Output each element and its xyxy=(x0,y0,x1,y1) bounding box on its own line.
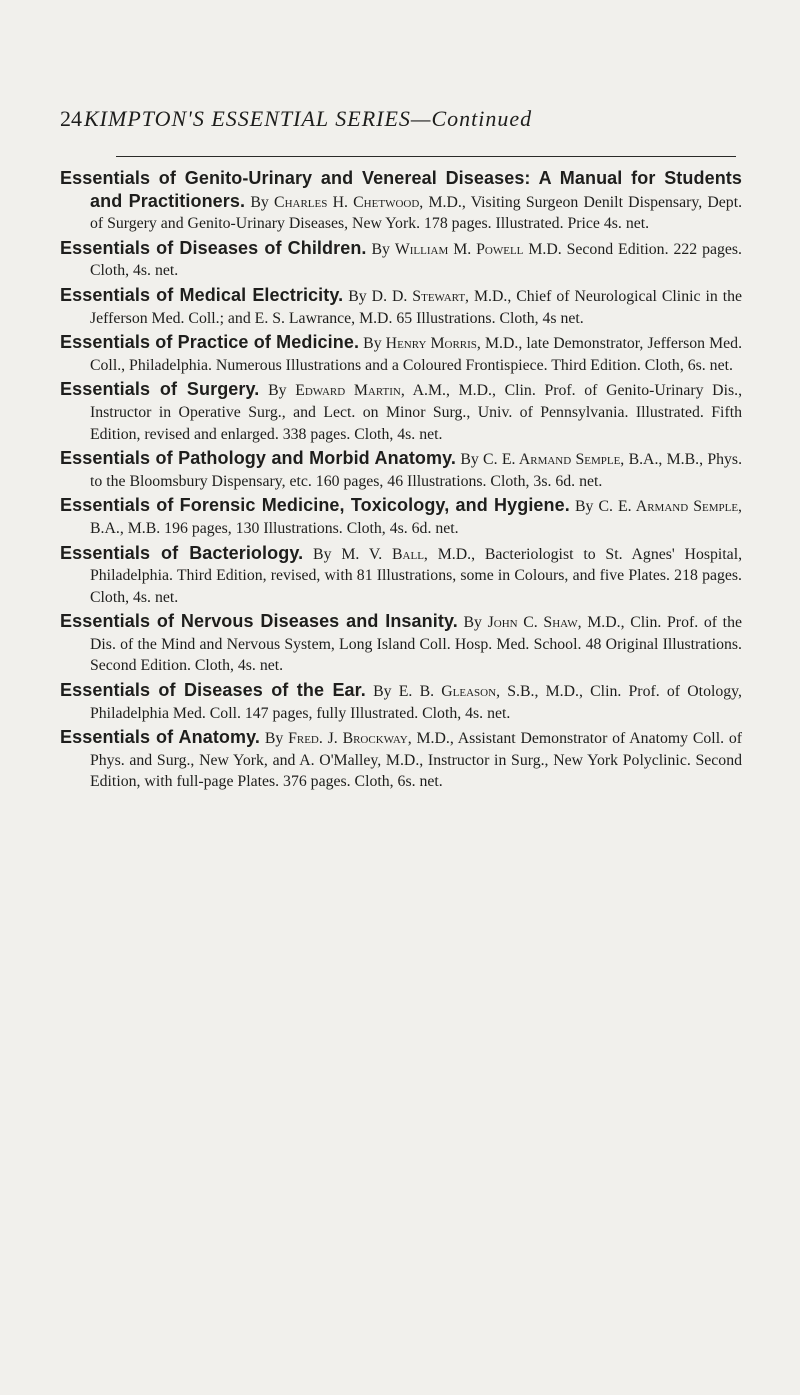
entry-by: By xyxy=(460,451,479,469)
page-number: 24 xyxy=(60,106,82,131)
catalogue-entry xyxy=(60,727,742,793)
entry-by: By xyxy=(363,335,382,353)
catalogue-entry xyxy=(60,238,742,282)
entry-author: Fred. J. Brockway, xyxy=(288,730,412,748)
entry-author: E. B. Gleason, xyxy=(398,683,501,701)
catalogue-entry xyxy=(60,611,742,677)
entry-title: Essentials of Diseases of Children. xyxy=(60,237,367,258)
entry-details: S.B., M.D., Clin. Prof. of Otology, Philadelphia Med. Coll. 147 pages, fully Illustrated. Cloth, 4s. net. xyxy=(90,683,742,722)
entry-title: Essentials of Surgery. xyxy=(60,379,260,400)
page-header xyxy=(60,106,740,146)
entry-details: M.D., Clin. Prof. of the Dis. of the Mind and Nervous System, Long Island Coll. Hosp. Med. School. 48 Original Illustrations. Second Edition. Cloth, 4s. net. xyxy=(90,614,742,675)
entry-details: M.D., Assistant Demonstrator of Anatomy Coll. of Phys. and Surg., New York, and A. O'Malley, M.D., Instructor in Surg., New York Polyclinic. Second Edition, with full-page Plates. 376 pages. Cloth, 6s. net. xyxy=(90,730,743,791)
catalogue-entry xyxy=(60,495,742,539)
entry-details: M.D., late Demonstrator, Jefferson Med. Coll., Philadelphia. Numerous Illustrations and a Coloured Frontispiece. Third Edition. Cloth, 6s. net. xyxy=(90,335,743,374)
entry-author: John C. Shaw, xyxy=(487,614,582,632)
entry-title: Essentials of Nervous Diseases and Insanity. xyxy=(60,611,458,632)
running-title: KIMPTON'S ESSENTIAL SERIES—Continued xyxy=(84,106,533,131)
entry-title: Essentials of Pathology and Morbid Anatomy. xyxy=(60,448,457,469)
entry-author: Henry Morris, xyxy=(385,335,481,353)
entry-details: M.D. Second Edition. 222 pages. Cloth, 4s. net. xyxy=(90,240,742,280)
entry-author: Edward Martin, xyxy=(295,382,405,400)
catalogue-entry xyxy=(60,379,742,445)
catalogue-entry xyxy=(60,332,742,376)
entry-title: Essentials of Bacteriology. xyxy=(60,542,304,563)
entry-details: A.M., M.D., Clin. Prof. of Genito-Urinary Dis., Instructor in Operative Surg., and Lect. on Minor Surg., Univ. of Pennsylvania. Illustrated. Fifth Edition, revised and enlarged. 338 pages. Cloth, 4s. net. xyxy=(90,382,743,443)
catalogue-entry xyxy=(60,543,742,609)
catalogue-entry xyxy=(60,448,742,492)
entry-title: Essentials of Diseases of the Ear. xyxy=(60,680,366,701)
entry-by: By xyxy=(264,730,284,748)
catalogue-entry xyxy=(60,168,742,235)
entry-by: By xyxy=(250,193,269,211)
entry-title: Essentials of Forensic Medicine, Toxicology, and Hygiene. xyxy=(60,495,570,516)
entry-title: Essentials of Anatomy. xyxy=(60,727,260,748)
entry-author: William M. Powell xyxy=(394,240,524,258)
entry-details: M.D., Visiting Surgeon Denilt Dispensary, Dept. of Surgery and Genito-Urinary Diseases, New York. 178 pages. Illustrated. Price 4s. net. xyxy=(90,193,743,233)
header-rule xyxy=(116,156,736,157)
catalogue-entry xyxy=(60,680,742,724)
entry-title: Essentials of Genito-Urinary and Venereal Diseases: A Manual for Students and Practitioners. xyxy=(60,168,742,211)
entry-by: By xyxy=(348,287,367,305)
entry-title: Essentials of Practice of Medicine. xyxy=(60,332,360,353)
entry-details: B.A., M.B. 196 pages, 130 Illustrations. Cloth, 4s. 6d. net. xyxy=(90,519,459,537)
entry-by: By xyxy=(371,240,390,258)
entry-title: Essentials of Medical Electricity. xyxy=(60,284,344,305)
entry-details: B.A., M.B., Phys. to the Bloomsbury Dispensary, etc. 160 pages, 46 Illustrations. Cloth, 3s. 6d. net. xyxy=(90,451,743,490)
entry-author: C. E. Armand Semple, xyxy=(598,498,743,516)
entry-author: M. V. Ball, xyxy=(341,545,428,563)
entry-details: M.D., Bacteriologist to St. Agnes' Hospital, Philadelphia. Third Edition, revised, with 81 Illustrations, some in Colours, and five Plates. 218 pages. Cloth, 4s. net. xyxy=(90,545,743,606)
entry-details: M.D., Chief of Neurological Clinic in the Jefferson Med. Coll.; and E. S. Lawrance, M.D. 65 Illustrations. Cloth, 4s net. xyxy=(90,287,743,327)
entry-author: D. D. Stewart, xyxy=(371,287,469,305)
entry-author: Charles H. Chetwood, xyxy=(274,193,424,211)
entry-by: By xyxy=(268,382,287,400)
entry-by: By xyxy=(574,498,594,516)
entry-by: By xyxy=(463,614,482,632)
catalogue-list xyxy=(60,168,742,796)
entry-by: By xyxy=(313,545,332,563)
catalogue-entry xyxy=(60,285,742,329)
entry-author: C. E. Armand Semple, xyxy=(483,451,625,469)
entry-by: By xyxy=(373,683,392,701)
